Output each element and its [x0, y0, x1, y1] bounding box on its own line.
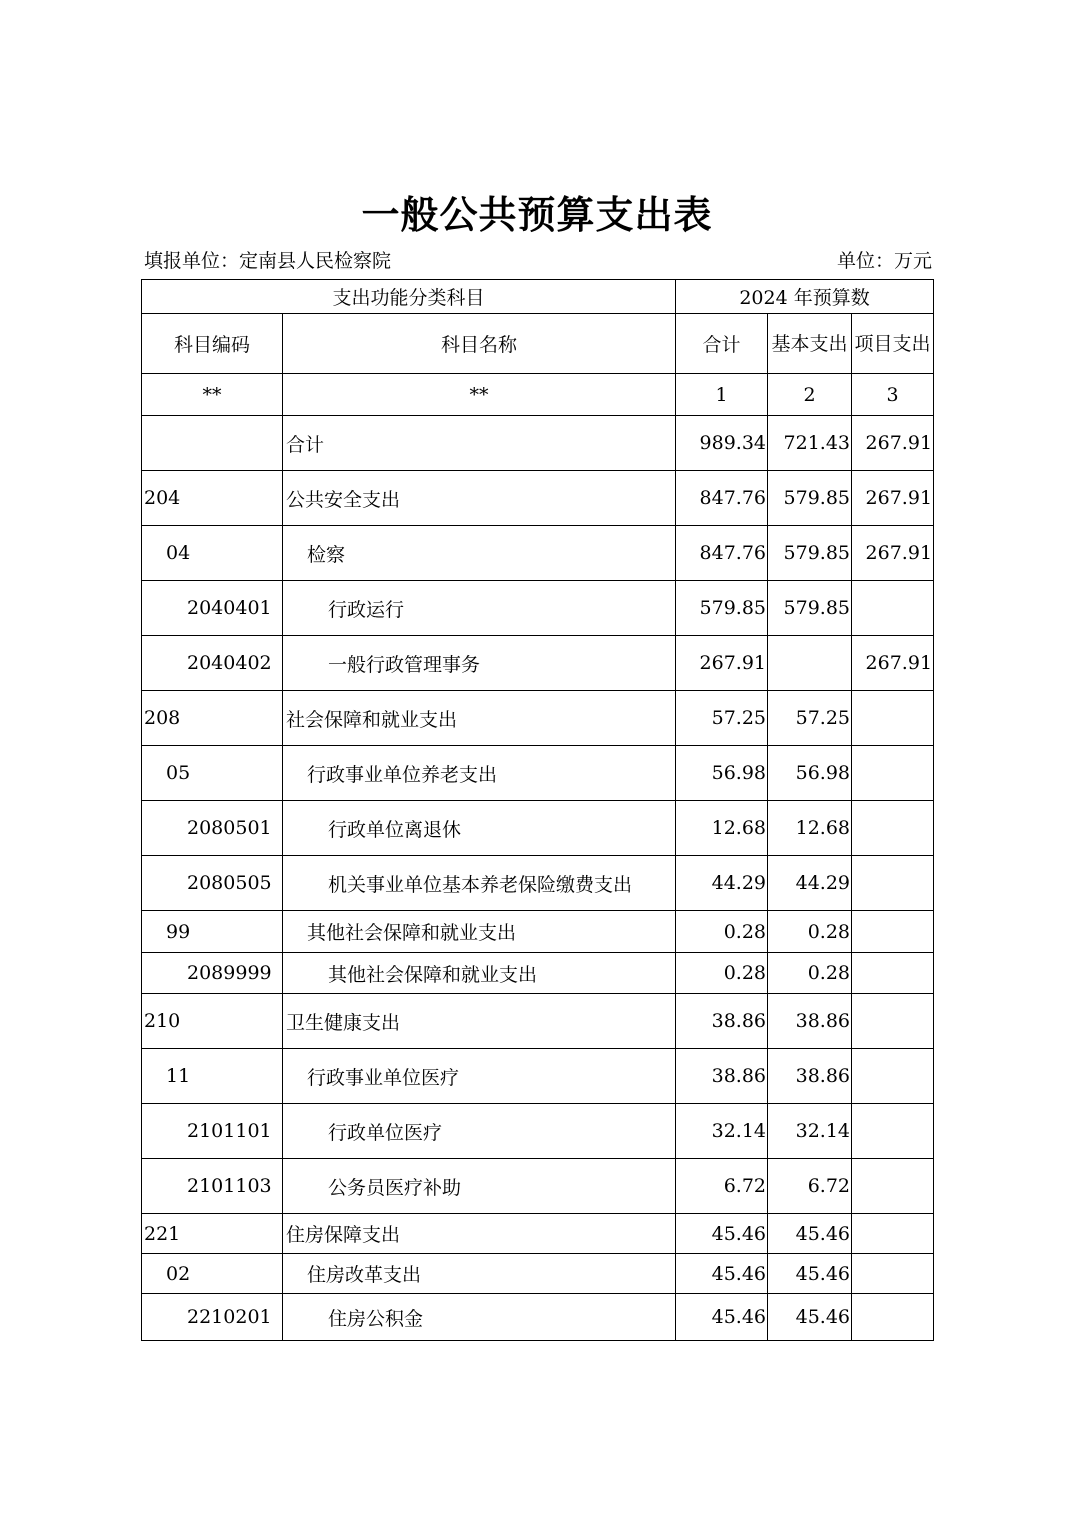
row-basic: 38.86	[768, 1049, 852, 1104]
row-total: 0.28	[676, 953, 768, 994]
index-name: **	[283, 374, 676, 416]
table-row	[142, 1254, 934, 1294]
row-name: 行政单位医疗	[283, 1104, 676, 1159]
row-basic: 0.28	[768, 953, 852, 994]
table-row	[142, 526, 934, 581]
row-name: 住房公积金	[283, 1294, 676, 1341]
row-total: 45.46	[676, 1214, 768, 1254]
total-row	[142, 416, 934, 471]
index-total: 1	[676, 374, 768, 416]
total-code	[142, 416, 283, 471]
row-basic: 45.46	[768, 1254, 852, 1294]
category-group-header: 支出功能分类科目	[142, 280, 676, 314]
header-row-group	[142, 280, 934, 314]
row-name: 机关事业单位基本养老保险缴费支出	[283, 856, 676, 911]
row-name: 其他社会保障和就业支出	[283, 953, 676, 994]
project-header: 项目支出	[852, 314, 934, 374]
table-row	[142, 856, 934, 911]
row-code: 11	[142, 1049, 283, 1104]
row-project	[852, 581, 934, 636]
table-row	[142, 1049, 934, 1104]
basic-header: 基本支出	[768, 314, 852, 374]
row-basic	[768, 636, 852, 691]
row-name: 住房保障支出	[283, 1214, 676, 1254]
row-code: 2080501	[142, 801, 283, 856]
row-project	[852, 691, 934, 746]
row-code: 2101101	[142, 1104, 283, 1159]
row-code: 02	[142, 1254, 283, 1294]
row-name: 行政事业单位医疗	[283, 1049, 676, 1104]
total-total: 989.34	[676, 416, 768, 471]
row-code: 204	[142, 471, 283, 526]
row-name: 住房改革支出	[283, 1254, 676, 1294]
row-project	[852, 746, 934, 801]
row-basic: 579.85	[768, 581, 852, 636]
table-row	[142, 581, 934, 636]
row-name: 社会保障和就业支出	[283, 691, 676, 746]
row-basic: 45.46	[768, 1294, 852, 1341]
row-code: 2089999	[142, 953, 283, 994]
budget-group-header: 2024 年预算数	[676, 280, 934, 314]
currency-unit: 单位：万元	[836, 250, 932, 272]
row-basic: 12.68	[768, 801, 852, 856]
row-code: 2210201	[142, 1294, 283, 1341]
table-row	[142, 953, 934, 994]
row-project	[852, 1214, 934, 1254]
row-project	[852, 856, 934, 911]
table-row	[142, 746, 934, 801]
row-name: 公共安全支出	[283, 471, 676, 526]
row-basic: 56.98	[768, 746, 852, 801]
row-code: 99	[142, 911, 283, 953]
row-basic: 57.25	[768, 691, 852, 746]
row-code: 2040401	[142, 581, 283, 636]
table-row	[142, 994, 934, 1049]
row-total: 0.28	[676, 911, 768, 953]
total-basic: 721.43	[768, 416, 852, 471]
row-basic: 579.85	[768, 471, 852, 526]
row-code: 2101103	[142, 1159, 283, 1214]
row-name: 一般行政管理事务	[283, 636, 676, 691]
row-total: 38.86	[676, 994, 768, 1049]
row-code: 208	[142, 691, 283, 746]
row-name: 检察	[283, 526, 676, 581]
row-total: 847.76	[676, 471, 768, 526]
total-name: 合计	[283, 416, 676, 471]
row-code: 05	[142, 746, 283, 801]
total-header: 合计	[676, 314, 768, 374]
row-project: 267.91	[852, 526, 934, 581]
row-total: 57.25	[676, 691, 768, 746]
row-name: 行政运行	[283, 581, 676, 636]
row-total: 6.72	[676, 1159, 768, 1214]
table-row	[142, 636, 934, 691]
code-header: 科目编码	[142, 314, 283, 374]
row-code: 210	[142, 994, 283, 1049]
row-total: 38.86	[676, 1049, 768, 1104]
total-project: 267.91	[852, 416, 934, 471]
row-code: 2040402	[142, 636, 283, 691]
row-project	[852, 1159, 934, 1214]
row-total: 45.46	[676, 1294, 768, 1341]
row-project	[852, 1254, 934, 1294]
header-row-columns	[142, 314, 934, 374]
row-project	[852, 1049, 934, 1104]
row-basic: 32.14	[768, 1104, 852, 1159]
table-row	[142, 691, 934, 746]
row-basic: 579.85	[768, 526, 852, 581]
row-project	[852, 1294, 934, 1341]
row-code: 04	[142, 526, 283, 581]
row-name: 卫生健康支出	[283, 994, 676, 1049]
row-project: 267.91	[852, 636, 934, 691]
index-basic: 2	[768, 374, 852, 416]
row-project	[852, 801, 934, 856]
row-basic: 6.72	[768, 1159, 852, 1214]
row-code: 2080505	[142, 856, 283, 911]
row-basic: 45.46	[768, 1214, 852, 1254]
row-name: 公务员医疗补助	[283, 1159, 676, 1214]
row-code: 221	[142, 1214, 283, 1254]
row-total: 32.14	[676, 1104, 768, 1159]
row-name: 行政事业单位养老支出	[283, 746, 676, 801]
row-total: 45.46	[676, 1254, 768, 1294]
table-row	[142, 1294, 934, 1341]
table-row	[142, 1214, 934, 1254]
row-total: 267.91	[676, 636, 768, 691]
row-name: 行政单位离退休	[283, 801, 676, 856]
index-code: **	[142, 374, 283, 416]
row-basic: 0.28	[768, 911, 852, 953]
row-total: 44.29	[676, 856, 768, 911]
row-project: 267.91	[852, 471, 934, 526]
row-basic: 44.29	[768, 856, 852, 911]
row-total: 579.85	[676, 581, 768, 636]
index-row	[142, 374, 934, 416]
row-project	[852, 1104, 934, 1159]
table-row	[142, 911, 934, 953]
budget-table	[141, 279, 934, 1341]
filing-unit: 填报单位：定南县人民检察院	[144, 250, 392, 272]
row-project	[852, 911, 934, 953]
row-total: 12.68	[676, 801, 768, 856]
index-project: 3	[852, 374, 934, 416]
table-row	[142, 801, 934, 856]
row-project	[852, 994, 934, 1049]
page-title: 一般公共预算支出表	[361, 193, 713, 237]
name-header: 科目名称	[283, 314, 676, 374]
table-row	[142, 471, 934, 526]
row-name: 其他社会保障和就业支出	[283, 911, 676, 953]
row-basic: 38.86	[768, 994, 852, 1049]
table-row	[142, 1159, 934, 1214]
table-row	[142, 1104, 934, 1159]
row-total: 56.98	[676, 746, 768, 801]
row-project	[852, 953, 934, 994]
row-total: 847.76	[676, 526, 768, 581]
